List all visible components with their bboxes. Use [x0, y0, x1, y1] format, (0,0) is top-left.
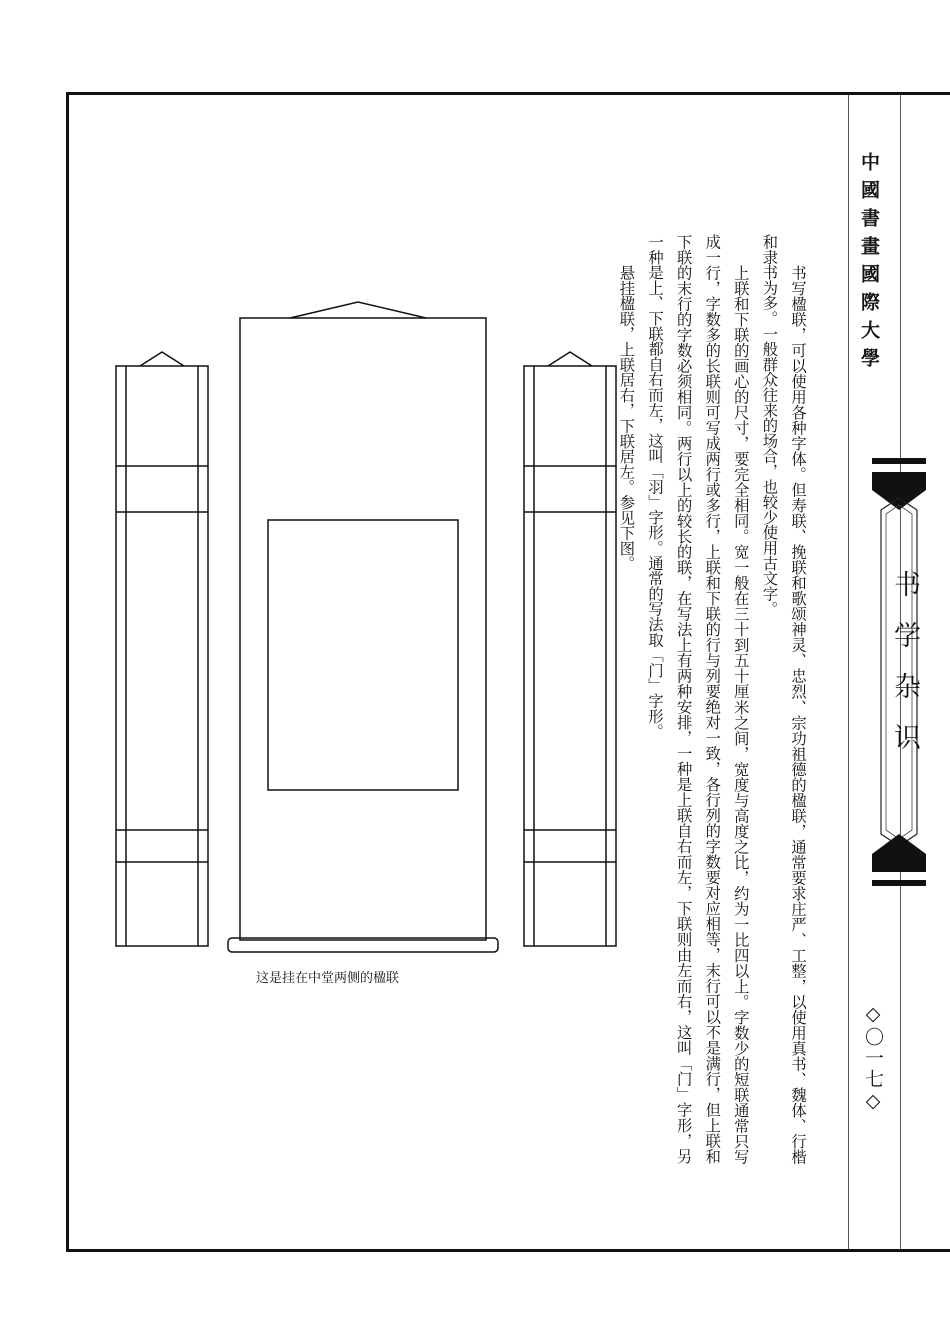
- body-text: [612, 234, 812, 1164]
- paragraph-fonts: 书写楹联，可以使用各种字体。但寿联、挽联和歌颂神灵、忠烈、宗功祖德的楹联，通常要求庄严、工整，以使用真书、魏体、行楷和隶书为多。一般群众往来的场合，也较少使用古文字。: [760, 234, 807, 1164]
- paragraph-hanging: 悬挂楹联，上联居右，下联居左。参见下图。: [617, 264, 636, 571]
- illustration-caption: 这是挂在中堂两侧的楹联: [256, 971, 400, 986]
- university-name: 中國書畫國際大學: [858, 152, 880, 376]
- left-couplet-scroll: [116, 352, 208, 946]
- page-number: ◇〇一七◇: [862, 1003, 884, 1114]
- paragraph-dimensions: 上联和下联的画心的尺寸，要完全相同。宽一般在三十到五十厘米之间，宽度与高度之比，约为一比四以上。字数少的短联通常只写成一行，字数多的长联则可写成两行或多行，上联和下联的行与列要绝对一致，各行列的字数要对应相等，末行可以不是满行，但上联和下联的末行的字数必须相同。两行以上的较长的联，在写法上有两种安排，一种是上联自右而左，下联则由左而右，这叫「门」字形，另一种是上、下联都自右而左，这叫「羽」字形。通常的写法取「门」字形。: [646, 234, 750, 1164]
- couplet-scroll-illustration: [100, 290, 620, 960]
- right-couplet-scroll: [524, 352, 616, 946]
- center-hanging-scroll: [228, 302, 498, 952]
- column-divider-left: [848, 95, 849, 1249]
- section-title: 书学杂识: [889, 570, 920, 774]
